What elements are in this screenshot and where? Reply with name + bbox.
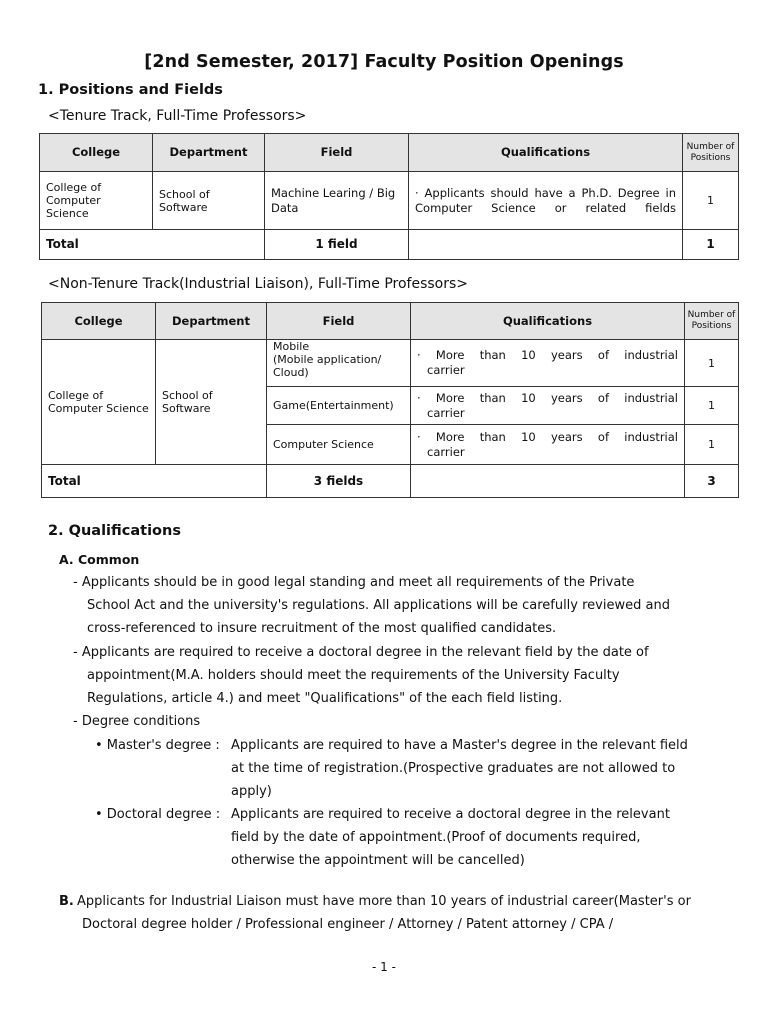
field-line: Cloud) (273, 366, 309, 379)
header-college: College (42, 303, 156, 340)
subsection-a-heading: A. Common (59, 552, 140, 567)
header-qualifications: Qualifications (411, 303, 685, 340)
text-line: apply) (231, 784, 272, 800)
cell-positions: 1 (685, 387, 739, 425)
common-paragraph (73, 571, 670, 733)
header-department: Department (156, 303, 267, 340)
total-label: Total (42, 465, 267, 498)
header-department: Department (153, 134, 265, 172)
text-line: otherwise the appointment will be cancelled) (231, 853, 525, 869)
table-1-caption: <Tenure Track, Full-Time Professors> (48, 108, 307, 124)
qualification-line: carrier (427, 405, 465, 420)
cell-positions: 1 (685, 425, 739, 465)
table-2-caption: <Non-Tenure Track(Industrial Liaison), Full-Time Professors> (48, 276, 469, 292)
cell-department: School of Software (153, 172, 265, 230)
section-2-heading: 2. Qualifications (48, 523, 181, 539)
cell-department: School of Software (156, 340, 267, 465)
total-label: Total (40, 230, 265, 260)
page-number: - 1 - (372, 960, 396, 974)
text-line: - Degree conditions (73, 714, 201, 730)
cell-positions: 1 (683, 172, 739, 230)
qualification-line: · More than 10 years of industrial (417, 429, 678, 444)
header-positions: Number of Positions (685, 303, 739, 340)
text-line: Applicants are required to receive a doctoral degree in the relevant (231, 807, 670, 822)
header-field: Field (265, 134, 409, 172)
industrial-liaison-paragraph (77, 890, 691, 936)
total-fields: 3 fields (267, 465, 411, 498)
cell-college: College of Computer Science (42, 340, 156, 465)
table-row (40, 172, 739, 230)
field-line: (Mobile application/ (273, 353, 382, 366)
qualification-line: · More than 10 years of industrial (417, 348, 678, 362)
header-qualifications: Qualifications (409, 134, 683, 172)
cell-college: College of Computer Science (40, 172, 153, 230)
total-positions: 3 (685, 465, 739, 498)
cell-field: Machine Learing / Big Data (265, 172, 409, 230)
cell-qualifications (411, 425, 685, 465)
text-line: at the time of registration.(Prospective graduates are not allowed to (231, 761, 676, 777)
text-line: Applicants are required to have a Master's degree in the relevant field (231, 738, 688, 753)
non-tenure-track-table (41, 302, 739, 498)
text-line: - Applicants should be in good legal standing and meet all requirements of the Private (73, 575, 635, 590)
cell-qualifications (411, 340, 685, 387)
text-line: Regulations, article 4.) and meet "Qualifications" of the each field listing. (87, 691, 563, 707)
text-line: field by the date of appointment.(Proof of documents required, (231, 830, 641, 846)
page-title: [2nd Semester, 2017] Faculty Position Openings (144, 52, 624, 72)
cell-positions: 1 (685, 340, 739, 387)
doctoral-label: • Doctoral degree : (95, 807, 221, 822)
qualification-line: carrier (427, 444, 465, 459)
masters-label: • Master's degree : (95, 738, 220, 753)
total-row (42, 465, 739, 498)
doctoral-text (231, 803, 670, 873)
text-line: - Applicants are required to receive a doctoral degree in the relevant field by the date of (73, 644, 649, 660)
masters-text (231, 734, 688, 804)
tenure-track-table (39, 133, 739, 260)
text-line: Doctoral degree holder / Professional engineer / Attorney / Patent attorney / CPA / (82, 917, 614, 933)
subsection-b-label: B. (59, 894, 74, 909)
qualification-line: · More than 10 years of industrial (417, 390, 678, 405)
header-field: Field (267, 303, 411, 340)
cell-field: Computer Science (267, 425, 411, 465)
section-1-heading: 1. Positions and Fields (38, 82, 223, 98)
cell-qualifications: · Applicants should have a Ph.D. Degree in Computer Science or related fields (409, 172, 683, 230)
text-line: Applicants for Industrial Liaison must have more than 10 years of industrial career(Master's or (77, 894, 691, 909)
header-positions: Number of Positions (683, 134, 739, 172)
cell-qualifications (411, 387, 685, 425)
cell-field (267, 340, 411, 387)
qualification-line: carrier (427, 363, 465, 377)
total-row (40, 230, 739, 260)
table-row (42, 340, 739, 387)
text-line: appointment(M.A. holders should meet the requirements of the University Faculty (87, 667, 620, 683)
field-line: Mobile (273, 340, 310, 353)
text-line: School Act and the university's regulations. All applications will be carefully reviewed and (87, 598, 670, 614)
total-fields: 1 field (265, 230, 409, 260)
total-positions: 1 (683, 230, 739, 260)
header-college: College (40, 134, 153, 172)
cell-field: Game(Entertainment) (267, 387, 411, 425)
text-line: cross-referenced to insure recruitment of the most qualified candidates. (87, 621, 557, 637)
